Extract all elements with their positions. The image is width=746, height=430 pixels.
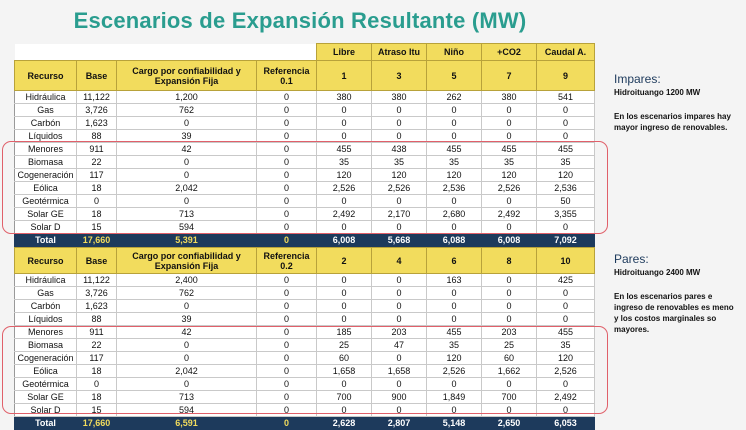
- resource-name: Biomasa: [15, 156, 77, 169]
- total-cell: 0: [257, 417, 317, 430]
- column-header: Base: [77, 61, 117, 91]
- resource-name: Carbón: [15, 300, 77, 313]
- value-cell: 2,526: [482, 182, 537, 195]
- resource-name: Cogeneración: [15, 169, 77, 182]
- even-scenarios-heading: Pares:: [614, 252, 649, 266]
- value-cell: 0: [427, 104, 482, 117]
- value-cell: 0: [372, 104, 427, 117]
- value-cell: 1,623: [77, 300, 117, 313]
- value-cell: 0: [257, 339, 317, 352]
- total-cell: 6,053: [537, 417, 595, 430]
- value-cell: 0: [427, 287, 482, 300]
- value-cell: 0: [482, 378, 537, 391]
- value-cell: 380: [482, 91, 537, 104]
- value-cell: 262: [427, 91, 482, 104]
- value-cell: 380: [317, 91, 372, 104]
- value-cell: 0: [482, 117, 537, 130]
- resource-name: Biomasa: [15, 339, 77, 352]
- table-row: [15, 104, 595, 117]
- table-row: [15, 287, 595, 300]
- value-cell: 117: [77, 352, 117, 365]
- value-cell: 25: [317, 339, 372, 352]
- value-cell: 541: [537, 91, 595, 104]
- value-cell: 455: [427, 143, 482, 156]
- value-cell: 0: [257, 352, 317, 365]
- value-cell: 50: [537, 195, 595, 208]
- value-cell: 0: [77, 195, 117, 208]
- value-cell: 18: [77, 208, 117, 221]
- value-cell: 42: [117, 326, 257, 339]
- column-header: Cargo por confiabilidad y Expansión Fija: [117, 61, 257, 91]
- resource-name: Hidráulica: [15, 91, 77, 104]
- value-cell: 120: [482, 169, 537, 182]
- value-cell: 39: [117, 130, 257, 143]
- value-cell: 0: [117, 169, 257, 182]
- value-cell: 35: [427, 156, 482, 169]
- column-header: 1: [317, 61, 372, 91]
- value-cell: 35: [537, 339, 595, 352]
- value-cell: 15: [77, 404, 117, 417]
- value-cell: 762: [117, 104, 257, 117]
- resource-name: Geotérmica: [15, 378, 77, 391]
- value-cell: 60: [482, 352, 537, 365]
- value-cell: 0: [257, 287, 317, 300]
- table-row: [15, 313, 595, 326]
- resource-name: Líquidos: [15, 130, 77, 143]
- value-cell: 120: [427, 169, 482, 182]
- value-cell: 1,623: [77, 117, 117, 130]
- value-cell: 2,526: [427, 365, 482, 378]
- value-cell: 2,536: [537, 182, 595, 195]
- value-cell: 0: [257, 117, 317, 130]
- value-cell: 0: [372, 313, 427, 326]
- column-header: 6: [427, 248, 482, 274]
- value-cell: 15: [77, 221, 117, 234]
- value-cell: 117: [77, 169, 117, 182]
- value-cell: 0: [537, 287, 595, 300]
- scenario-name: Caudal A.: [537, 44, 595, 61]
- column-header: 3: [372, 61, 427, 91]
- total-row: [15, 417, 595, 430]
- value-cell: 3,726: [77, 104, 117, 117]
- value-cell: 438: [372, 143, 427, 156]
- value-cell: 35: [482, 156, 537, 169]
- column-header: 4: [372, 248, 427, 274]
- resource-name: Solar D: [15, 404, 77, 417]
- value-cell: 0: [537, 404, 595, 417]
- value-cell: 0: [427, 195, 482, 208]
- odd-scenarios-heading: Impares:: [614, 72, 661, 86]
- total-cell: 6,008: [482, 234, 537, 247]
- value-cell: 2,170: [372, 208, 427, 221]
- value-cell: 380: [372, 91, 427, 104]
- value-cell: 700: [482, 391, 537, 404]
- value-cell: 762: [117, 287, 257, 300]
- value-cell: 700: [317, 391, 372, 404]
- total-cell: 17,660: [77, 417, 117, 430]
- value-cell: 0: [257, 156, 317, 169]
- value-cell: 18: [77, 182, 117, 195]
- value-cell: 0: [257, 195, 317, 208]
- value-cell: 0: [257, 208, 317, 221]
- value-cell: 0: [372, 404, 427, 417]
- total-cell: 0: [257, 234, 317, 247]
- value-cell: 0: [257, 221, 317, 234]
- total-cell: 6,088: [427, 234, 482, 247]
- column-header: 5: [427, 61, 482, 91]
- value-cell: 0: [317, 300, 372, 313]
- value-cell: 0: [372, 378, 427, 391]
- even-scenarios-subheading: Hidroituango 2400 MW: [614, 268, 701, 277]
- value-cell: 0: [537, 221, 595, 234]
- column-header: 8: [482, 248, 537, 274]
- value-cell: 911: [77, 326, 117, 339]
- resource-name: Menores: [15, 143, 77, 156]
- scenario-name: +CO2: [482, 44, 537, 61]
- value-cell: 0: [257, 365, 317, 378]
- value-cell: 900: [372, 391, 427, 404]
- value-cell: 120: [537, 169, 595, 182]
- value-cell: 2,526: [537, 365, 595, 378]
- value-cell: 0: [257, 182, 317, 195]
- value-cell: 11,122: [77, 91, 117, 104]
- value-cell: 713: [117, 208, 257, 221]
- value-cell: 0: [257, 130, 317, 143]
- value-cell: 120: [537, 352, 595, 365]
- total-cell: 2,650: [482, 417, 537, 430]
- total-cell: 2,628: [317, 417, 372, 430]
- table-header-row: [15, 61, 595, 91]
- value-cell: 1,658: [317, 365, 372, 378]
- column-header: Base: [77, 248, 117, 274]
- total-cell: 5,148: [427, 417, 482, 430]
- value-cell: 0: [257, 274, 317, 287]
- value-cell: 2,526: [317, 182, 372, 195]
- value-cell: 0: [372, 130, 427, 143]
- renewables-highlight-box: [2, 326, 608, 414]
- value-cell: 0: [317, 404, 372, 417]
- value-cell: 0: [482, 274, 537, 287]
- table-row: [15, 300, 595, 313]
- value-cell: 0: [317, 104, 372, 117]
- value-cell: 203: [372, 326, 427, 339]
- value-cell: 0: [482, 313, 537, 326]
- value-cell: 0: [257, 313, 317, 326]
- value-cell: 0: [427, 378, 482, 391]
- value-cell: 911: [77, 143, 117, 156]
- value-cell: 0: [117, 117, 257, 130]
- even-scenarios-note: En los escenarios pares e ingreso de renovables es meno y los costos marginales so mayores.: [614, 292, 734, 334]
- scenario-name: Atraso Itu: [372, 44, 427, 61]
- value-cell: 0: [427, 130, 482, 143]
- value-cell: 0: [317, 117, 372, 130]
- column-header: 7: [482, 61, 537, 91]
- scenario-name: Niño: [427, 44, 482, 61]
- page-title: Escenarios de Expansión Resultante (MW): [73, 8, 527, 33]
- resource-name: Eólica: [15, 182, 77, 195]
- value-cell: 0: [257, 169, 317, 182]
- value-cell: 0: [537, 378, 595, 391]
- value-cell: 0: [537, 117, 595, 130]
- value-cell: 3,726: [77, 287, 117, 300]
- value-cell: 1,200: [117, 91, 257, 104]
- value-cell: 2,680: [427, 208, 482, 221]
- value-cell: 120: [427, 352, 482, 365]
- value-cell: 1,658: [372, 365, 427, 378]
- column-header: Cargo por confiabilidad y Expansión Fija: [117, 248, 257, 274]
- value-cell: 11,122: [77, 274, 117, 287]
- table-row: [15, 91, 595, 104]
- value-cell: 2,536: [427, 182, 482, 195]
- table-header-row: [15, 248, 595, 274]
- value-cell: 0: [257, 326, 317, 339]
- value-cell: 594: [117, 221, 257, 234]
- value-cell: 455: [537, 326, 595, 339]
- column-header: Recurso: [15, 248, 77, 274]
- value-cell: 0: [372, 117, 427, 130]
- resource-name: Solar GE: [15, 208, 77, 221]
- value-cell: 0: [482, 404, 537, 417]
- total-cell: 2,807: [372, 417, 427, 430]
- value-cell: 0: [317, 313, 372, 326]
- value-cell: 0: [257, 143, 317, 156]
- total-cell: 6,591: [117, 417, 257, 430]
- value-cell: 0: [117, 339, 257, 352]
- resource-name: Solar D: [15, 221, 77, 234]
- column-header: Recurso: [15, 61, 77, 91]
- value-cell: 0: [427, 117, 482, 130]
- value-cell: 163: [427, 274, 482, 287]
- value-cell: 2,400: [117, 274, 257, 287]
- value-cell: 0: [482, 287, 537, 300]
- value-cell: 47: [372, 339, 427, 352]
- total-row: [15, 234, 595, 247]
- value-cell: 0: [427, 313, 482, 326]
- value-cell: 185: [317, 326, 372, 339]
- value-cell: 35: [372, 156, 427, 169]
- value-cell: 3,355: [537, 208, 595, 221]
- value-cell: 0: [257, 404, 317, 417]
- value-cell: 0: [482, 300, 537, 313]
- value-cell: 455: [317, 143, 372, 156]
- value-cell: 0: [317, 287, 372, 300]
- value-cell: 0: [257, 300, 317, 313]
- value-cell: 0: [257, 104, 317, 117]
- total-cell: Total: [15, 234, 77, 247]
- value-cell: 18: [77, 391, 117, 404]
- value-cell: 0: [372, 300, 427, 313]
- resource-name: Líquidos: [15, 313, 77, 326]
- renewables-highlight-box: [2, 141, 608, 234]
- value-cell: 203: [482, 326, 537, 339]
- value-cell: 0: [372, 274, 427, 287]
- value-cell: 2,492: [317, 208, 372, 221]
- column-header: Referencia 0.2: [257, 248, 317, 274]
- value-cell: 22: [77, 339, 117, 352]
- value-cell: 0: [537, 313, 595, 326]
- value-cell: 0: [317, 130, 372, 143]
- value-cell: 1,662: [482, 365, 537, 378]
- value-cell: 0: [117, 195, 257, 208]
- value-cell: 120: [317, 169, 372, 182]
- value-cell: 0: [257, 378, 317, 391]
- value-cell: 0: [372, 287, 427, 300]
- value-cell: 60: [317, 352, 372, 365]
- value-cell: 0: [537, 130, 595, 143]
- value-cell: 0: [372, 352, 427, 365]
- value-cell: 1,849: [427, 391, 482, 404]
- scenario-name: Libre: [317, 44, 372, 61]
- value-cell: 18: [77, 365, 117, 378]
- value-cell: 0: [117, 300, 257, 313]
- value-cell: 0: [77, 378, 117, 391]
- column-header: 9: [537, 61, 595, 91]
- value-cell: 35: [427, 339, 482, 352]
- value-cell: 0: [317, 378, 372, 391]
- total-cell: Total: [15, 417, 77, 430]
- value-cell: 0: [317, 274, 372, 287]
- value-cell: 0: [427, 300, 482, 313]
- resource-name: Carbón: [15, 117, 77, 130]
- value-cell: 594: [117, 404, 257, 417]
- value-cell: 0: [257, 391, 317, 404]
- resource-name: Cogeneración: [15, 352, 77, 365]
- value-cell: 455: [427, 326, 482, 339]
- total-cell: 6,008: [317, 234, 372, 247]
- value-cell: 0: [537, 300, 595, 313]
- value-cell: 2,492: [537, 391, 595, 404]
- value-cell: 0: [372, 195, 427, 208]
- value-cell: 0: [117, 378, 257, 391]
- value-cell: 0: [427, 404, 482, 417]
- value-cell: 713: [117, 391, 257, 404]
- total-cell: 5,391: [117, 234, 257, 247]
- odd-scenarios-note: En los escenarios impares hay mayor ingreso de renovables.: [614, 112, 731, 132]
- column-header: 10: [537, 248, 595, 274]
- value-cell: 88: [77, 130, 117, 143]
- resource-name: Solar GE: [15, 391, 77, 404]
- value-cell: 2,526: [372, 182, 427, 195]
- resource-name: Gas: [15, 287, 77, 300]
- value-cell: 22: [77, 156, 117, 169]
- value-cell: 2,042: [117, 365, 257, 378]
- value-cell: 0: [482, 221, 537, 234]
- total-cell: 17,660: [77, 234, 117, 247]
- value-cell: 0: [482, 130, 537, 143]
- value-cell: 2,042: [117, 182, 257, 195]
- value-cell: 35: [537, 156, 595, 169]
- table-row: [15, 274, 595, 287]
- value-cell: 455: [537, 143, 595, 156]
- value-cell: 425: [537, 274, 595, 287]
- value-cell: 0: [257, 91, 317, 104]
- column-header: Referencia 0.1: [257, 61, 317, 91]
- resource-name: Hidráulica: [15, 274, 77, 287]
- value-cell: 0: [117, 156, 257, 169]
- value-cell: 2,492: [482, 208, 537, 221]
- value-cell: 455: [482, 143, 537, 156]
- value-cell: 0: [482, 195, 537, 208]
- scenario-name-row: [15, 44, 595, 61]
- resource-name: Geotérmica: [15, 195, 77, 208]
- value-cell: 39: [117, 313, 257, 326]
- odd-scenarios-subheading: Hidroituango 1200 MW: [614, 88, 701, 97]
- value-cell: 42: [117, 143, 257, 156]
- resource-name: Eólica: [15, 365, 77, 378]
- value-cell: 35: [317, 156, 372, 169]
- value-cell: 0: [372, 221, 427, 234]
- value-cell: 120: [372, 169, 427, 182]
- value-cell: 88: [77, 313, 117, 326]
- column-header: 2: [317, 248, 372, 274]
- resource-name: Gas: [15, 104, 77, 117]
- value-cell: 25: [482, 339, 537, 352]
- value-cell: 0: [317, 221, 372, 234]
- value-cell: 0: [482, 104, 537, 117]
- value-cell: 0: [317, 195, 372, 208]
- value-cell: 0: [537, 104, 595, 117]
- value-cell: 0: [427, 221, 482, 234]
- total-cell: 5,668: [372, 234, 427, 247]
- resource-name: Menores: [15, 326, 77, 339]
- total-cell: 7,092: [537, 234, 595, 247]
- value-cell: 0: [117, 352, 257, 365]
- table-row: [15, 117, 595, 130]
